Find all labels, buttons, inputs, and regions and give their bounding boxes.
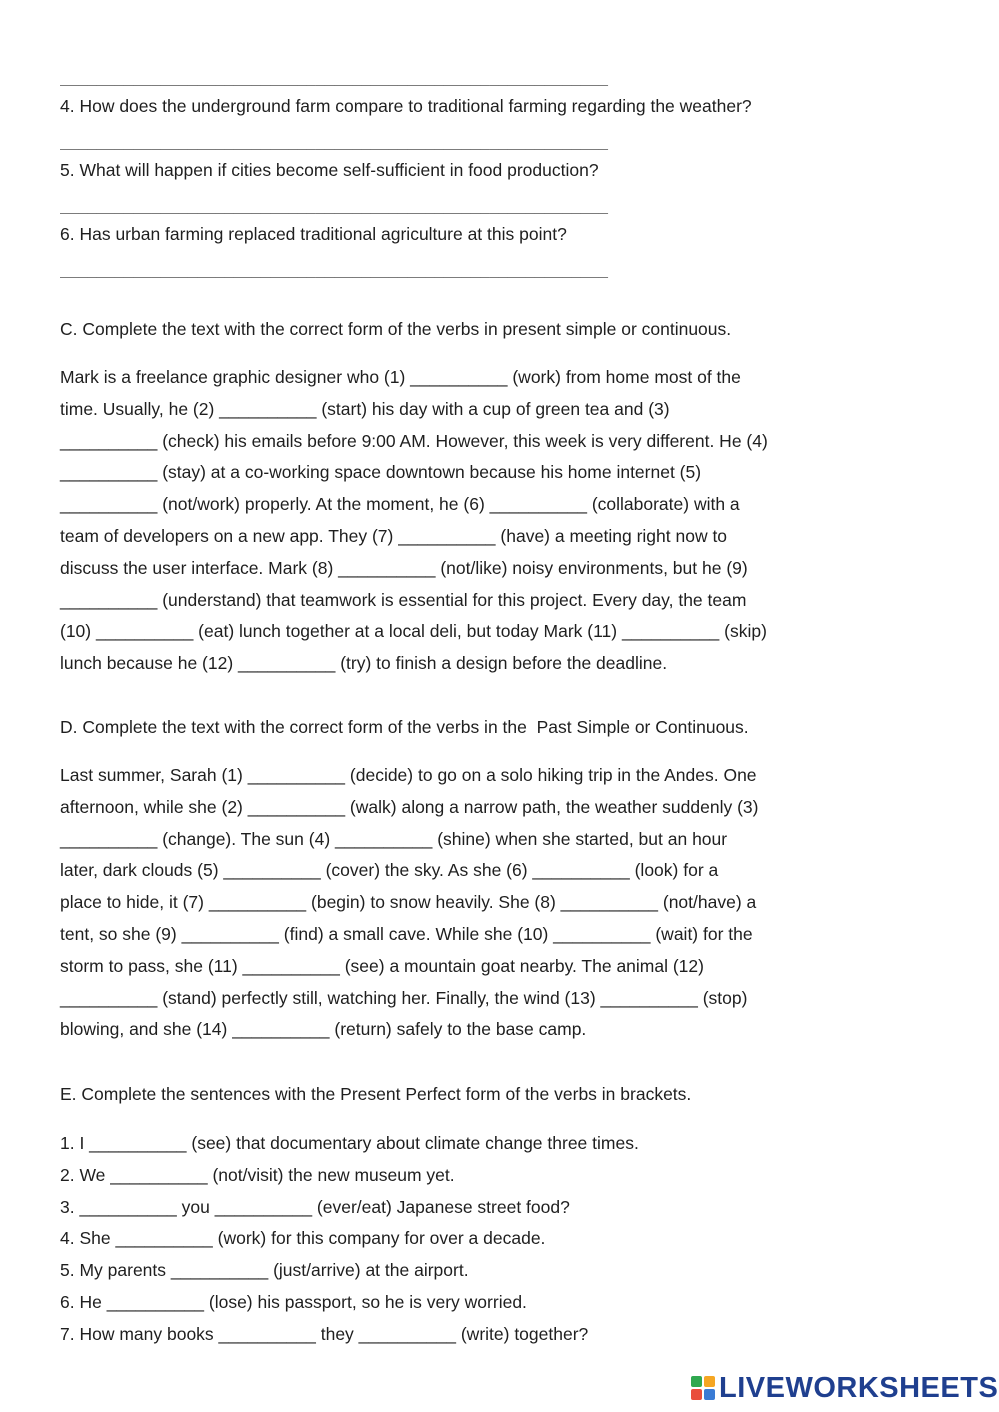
section-d-line[interactable]: __________ (change). The sun (4) __________ (shine) when she started, but an hour xyxy=(60,828,728,849)
section-c-line[interactable]: time. Usually, he (2) __________ (start) his day with a cup of green tea and (3) xyxy=(60,398,670,419)
section-d-text xyxy=(60,760,940,1046)
section-c-line[interactable]: (10) __________ (eat) lunch together at a local deli, but today Mark (11) __________ (skip) xyxy=(60,621,767,642)
liveworksheets-logo[interactable] xyxy=(690,1372,998,1404)
section-c-text xyxy=(60,362,940,680)
answer-line-3[interactable]: ____________________________________________________________ xyxy=(60,68,608,86)
liveworksheets-logo-icon xyxy=(690,1375,716,1401)
section-c-line[interactable]: discuss the user interface. Mark (8) __________ (not/like) noisy environments, but he (9) xyxy=(60,557,748,578)
section-e-item[interactable]: 1. I __________ (see) that documentary about climate change three times. xyxy=(60,1133,639,1153)
section-c-line[interactable]: team of developers on a new app. They (7) __________ (have) a meeting right now to xyxy=(60,525,728,546)
section-e-item[interactable]: 7. How many books __________ they __________ (write) together? xyxy=(60,1323,589,1344)
section-c-line[interactable]: __________ (not/work) properly. At the moment, he (6) __________ (collaborate) with a xyxy=(60,494,740,515)
section-d-line[interactable]: afternoon, while she (2) __________ (walk) along a narrow path, the weather suddenly (3) xyxy=(60,796,759,817)
section-e-list xyxy=(60,1128,940,1351)
section-d-line[interactable]: place to hide, it (7) __________ (begin) to snow heavily. She (8) __________ (not/have) a xyxy=(60,892,757,913)
section-d-line[interactable]: blowing, and she (14) __________ (return) safely to the base camp. xyxy=(60,1019,587,1040)
section-d-line[interactable]: storm to pass, she (11) __________ (see) a mountain goat nearby. The animal (12) xyxy=(60,955,704,976)
section-c-heading: C. Complete the text with the correct form of the verbs in present simple or continuous. xyxy=(60,319,732,339)
question-5: 5. What will happen if cities become self-sufficient in food production? xyxy=(60,160,599,180)
section-e-item[interactable]: 4. She __________ (work) for this company for over a decade. xyxy=(60,1228,546,1249)
section-e-item[interactable]: 6. He __________ (lose) his passport, so he is very worried. xyxy=(60,1291,527,1312)
section-c-line[interactable]: lunch because he (12) __________ (try) to finish a design before the deadline. xyxy=(60,653,668,674)
section-d-line[interactable]: tent, so she (9) __________ (find) a small cave. While she (10) __________ (wait) for the xyxy=(60,923,753,944)
section-c-line[interactable]: __________ (stay) at a co-working space downtown because his home internet (5) xyxy=(60,462,702,483)
answer-line-6[interactable]: ____________________________________________________________ xyxy=(60,260,608,278)
section-d-heading: D. Complete the text with the correct form of the verbs in the Past Simple or Continuous. xyxy=(60,717,749,737)
section-d-line[interactable]: __________ (stand) perfectly still, watching her. Finally, the wind (13) __________ (stop) xyxy=(60,987,748,1008)
question-6: 6. Has urban farming replaced traditional agriculture at this point? xyxy=(60,224,567,244)
section-d-line[interactable]: Last summer, Sarah (1) __________ (decide) to go on a solo hiking trip in the Andes. One xyxy=(60,765,757,785)
section-e-item[interactable]: 3. __________ you __________ (ever/eat) Japanese street food? xyxy=(60,1196,570,1217)
section-e-item[interactable]: 5. My parents __________ (just/arrive) at the airport. xyxy=(60,1260,469,1281)
section-d-line[interactable]: later, dark clouds (5) __________ (cover) the sky. As she (6) __________ (look) for a xyxy=(60,860,719,881)
section-c-line[interactable]: Mark is a freelance graphic designer who (1) __________ (work) from home most of the xyxy=(60,367,741,387)
liveworksheets-brand: LIVEWORKSHEETS xyxy=(719,1371,999,1404)
section-c-line[interactable]: __________ (check) his emails before 9:00 AM. However, this week is very different. He (4) xyxy=(60,430,768,451)
section-c-line[interactable]: __________ (understand) that teamwork is essential for this project. Every day, the team xyxy=(60,589,747,610)
answer-line-4[interactable]: ____________________________________________________________ xyxy=(60,132,608,150)
section-e-heading: E. Complete the sentences with the Present Perfect form of the verbs in brackets. xyxy=(60,1084,692,1104)
answer-line-5[interactable]: ____________________________________________________________ xyxy=(60,196,608,214)
section-e-item[interactable]: 2. We __________ (not/visit) the new museum yet. xyxy=(60,1164,455,1185)
question-4: 4. How does the underground farm compare to traditional farming regarding the weather? xyxy=(60,96,752,116)
